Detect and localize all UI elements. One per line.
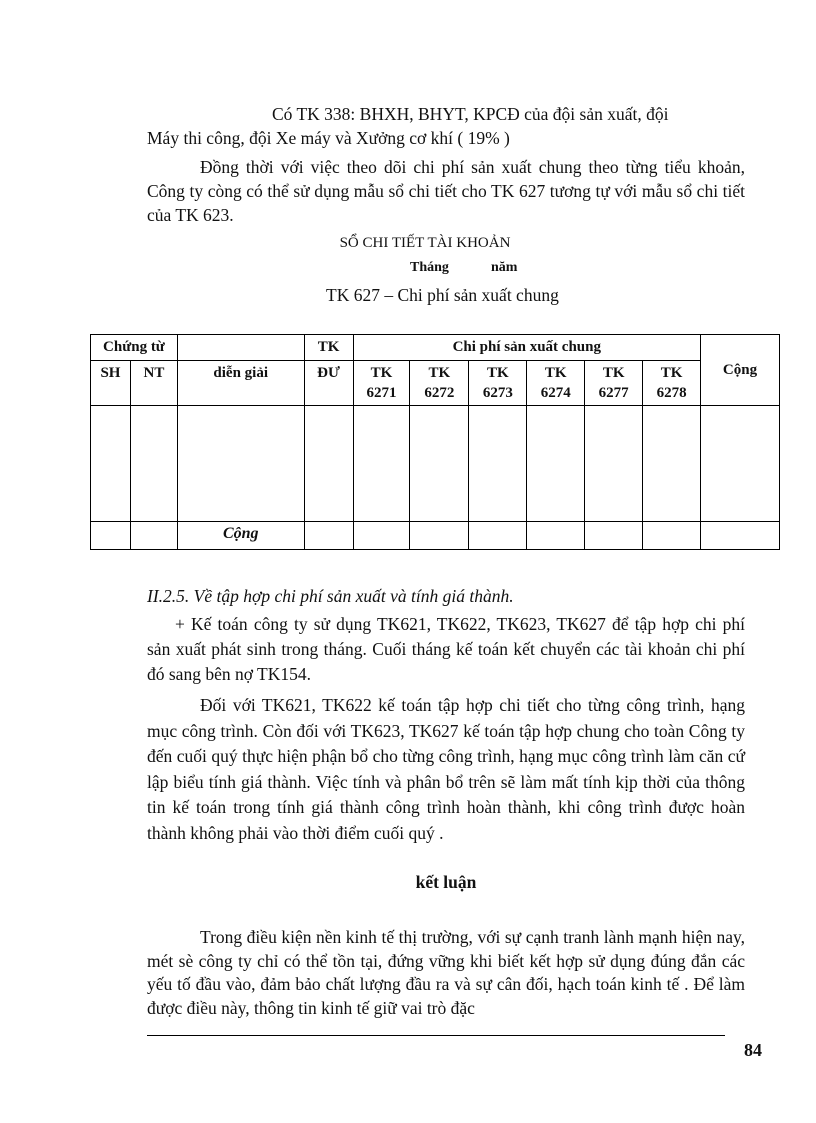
header-chung-tu: Chứng từ	[91, 335, 178, 361]
header-account: TK 6278	[643, 361, 701, 406]
total-label: Cộng	[177, 522, 304, 550]
footer-divider	[147, 1035, 725, 1036]
header-account: TK 6273	[469, 361, 527, 406]
table-body-row	[91, 406, 780, 522]
ledger-table	[90, 334, 780, 550]
general-paragraph: Đồng thời với việc theo dõi chi phí sản xuất chung theo từng tiểu khoản, Công ty còng có thể sử dụng mẫu sổ chi tiết cho TK 627 tương tự với mẫu sổ chi tiết của TK 623.	[147, 157, 745, 225]
bullet-paragraph: + Kế toán công ty sử dụng TK621, TK622, TK623, TK627 để tập hợp chi phí sản xuất phát sinh trong tháng. Cuối tháng kế toán kết chuyển các tài khoản chi phí đó sang bên nợ TK154.	[147, 614, 745, 684]
header-account: TK 6277	[585, 361, 643, 406]
ledger-account-title: TK 627 – Chi phí sản xuất chung	[326, 285, 559, 305]
header-tk: TK	[304, 335, 353, 361]
intro-line-1: Có TK 338: BHXH, BHYT, KPCĐ của đội sản xuất, đội	[272, 104, 669, 124]
page-number: 84	[744, 1040, 762, 1060]
conclusion-heading: kết luận	[415, 872, 477, 892]
header-account: TK 6274	[527, 361, 585, 406]
header-sh: SH	[91, 361, 131, 406]
header-cong: Cộng	[701, 335, 780, 406]
header-account: TK 6271	[353, 361, 410, 406]
detail-paragraph: Đối với TK621, TK622 kế toán tập hợp chi tiết cho từng công trình, hạng mục công trình. Còn đối với TK623, TK627 kế toán tập hợp chung cho toàn Công ty đến cuối quý thực hiện phận bổ cho từng công trình, hạng mục công trình làm căn cứ lập biểu tính giá thành. Việc tính và phân bổ trên sẽ làm mất tính kịp thời của thông tin kế toán trong tính giá thành công trình hoàn thành, khi công trình được hoàn thành không phải vào thời điểm cuối quý .	[147, 695, 745, 843]
header-blank	[177, 335, 304, 361]
header-du: ĐƯ	[304, 361, 353, 406]
ledger-month-label: Tháng	[410, 260, 449, 275]
ledger-title: SỔ CHI TIẾT TÀI KHOẢN	[339, 235, 511, 251]
intro-line-2: Máy thi công, đội Xe máy và Xưởng cơ khí ( 19% )	[147, 128, 510, 148]
header-nt: NT	[130, 361, 177, 406]
header-account: TK 6272	[410, 361, 469, 406]
table-total-row	[91, 522, 780, 550]
conclusion-paragraph: Trong điều kiện nền kinh tế thị trường, với sự cạnh tranh lành mạnh hiện nay, mét sè công ty chỉ có thể tồn tại, đứng vững khi biết kết hợp sử dụng đúng đắn các yếu tố đầu vào, đảm bảo chất lượng đầu ra và sự cân đối, hạch toán kinh tế . Để làm được điều này, thông tin kinh tế giữ vai trò đặc	[147, 927, 745, 1018]
table-header-row-2	[91, 361, 780, 406]
header-chi-phi: Chi phí sản xuất chung	[353, 335, 701, 361]
table-header-row-1	[91, 335, 780, 361]
ledger-year-label: năm	[491, 260, 518, 275]
section-heading: II.2.5. Về tập hợp chi phí sản xuất và tính giá thành.	[147, 586, 514, 606]
header-dien-giai: diễn giải	[177, 361, 304, 406]
